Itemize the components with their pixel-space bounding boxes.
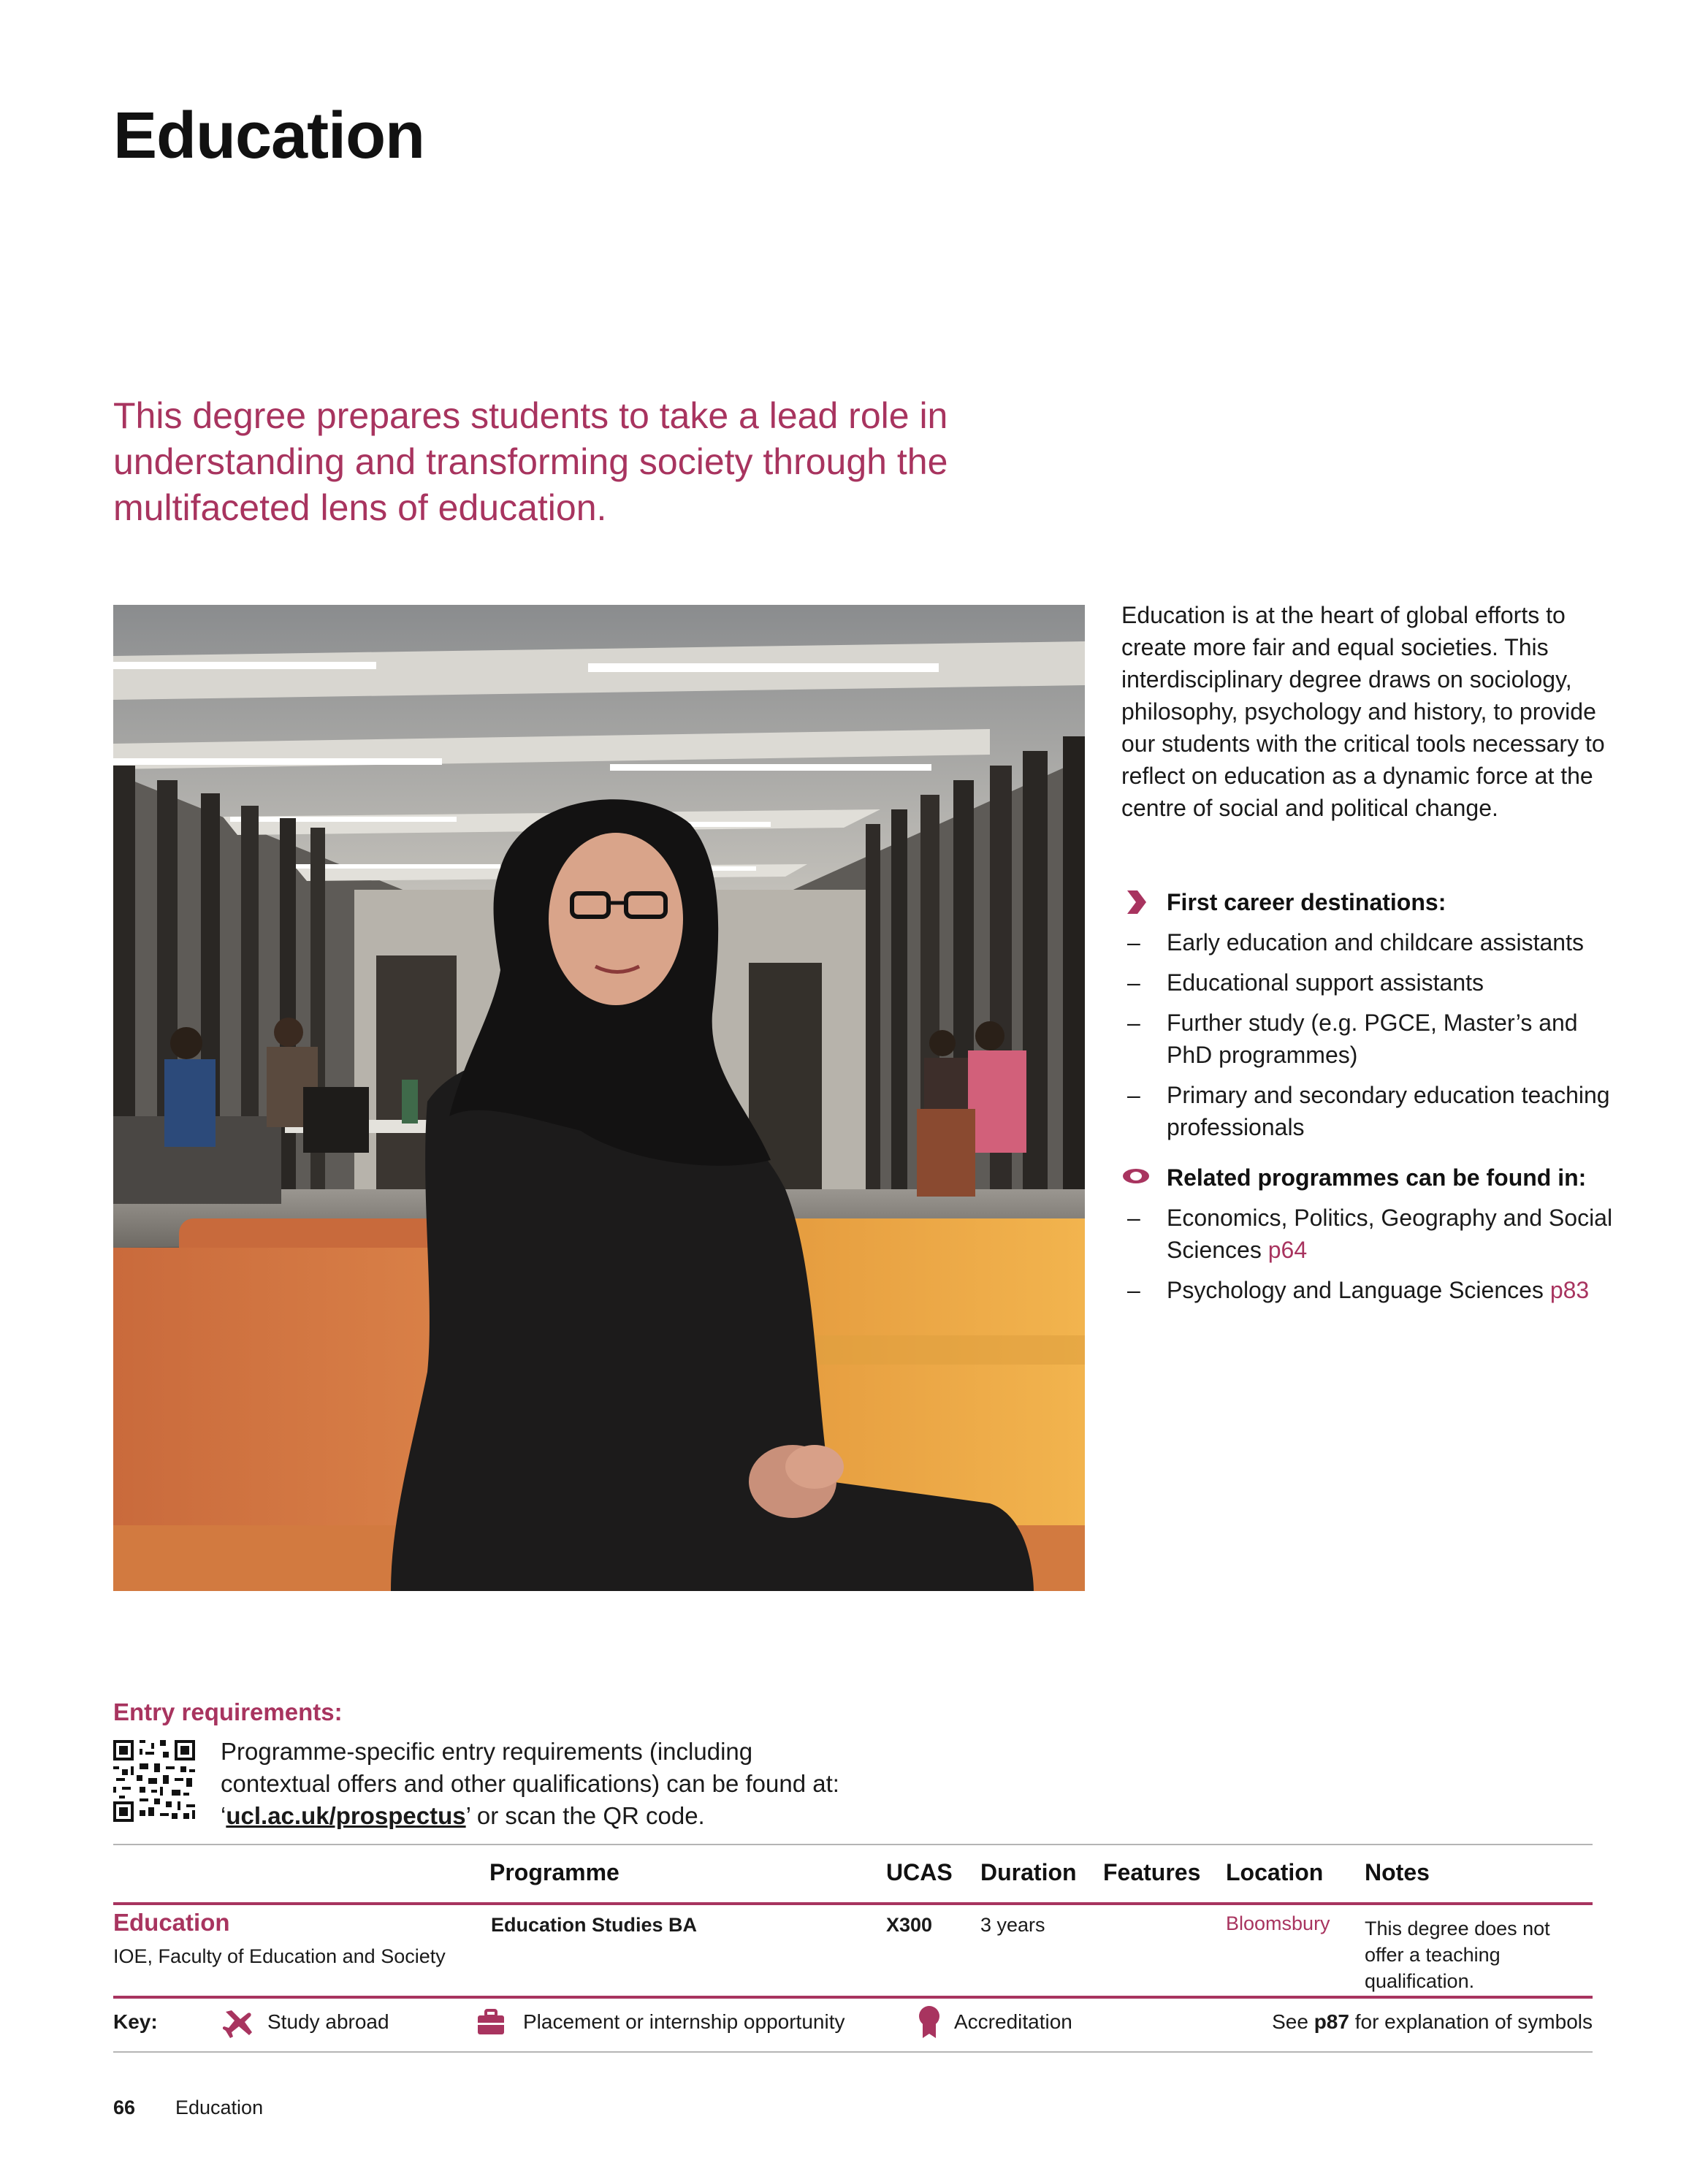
entry-text-after: ’ or scan the QR code.	[465, 1802, 705, 1829]
page-link[interactable]: p64	[1267, 1237, 1308, 1263]
careers-heading-label: First career destinations:	[1167, 889, 1446, 915]
key-label: Key:	[113, 2010, 158, 2033]
related-section	[1121, 1161, 1618, 1306]
col-header-notes: Notes	[1365, 1859, 1430, 1885]
key-accreditation: Accreditation	[954, 2010, 1072, 2033]
qr-code[interactable]	[113, 1740, 195, 1822]
row-subject: Education	[113, 1909, 230, 1936]
table-top-divider	[113, 1844, 1593, 1845]
list-item: – Early education and childcare assistants	[1127, 929, 1584, 955]
key-see-page-link[interactable]: p87	[1314, 2010, 1349, 2033]
row-ucas: X300	[886, 1914, 933, 1936]
key-see-symbols	[1272, 2010, 1593, 2034]
key-divider	[113, 2051, 1593, 2053]
row-duration: 3 years	[980, 1914, 1045, 1936]
careers-section	[1121, 886, 1618, 1143]
award-icon	[916, 2004, 942, 2040]
col-header-features: Features	[1103, 1859, 1201, 1885]
col-header-ucas: UCAS	[886, 1859, 953, 1885]
description-text: Education is at the heart of global efforts to create more fair and equal societies. This interdisciplinary degree draws on sociology, philosophy, psychology and history, to provide our students with the critical tools necessary to reflect on education as a dynamic force at the centre of social and political change.	[1121, 602, 1605, 821]
entry-heading: Entry requirements:	[113, 1698, 343, 1725]
list-item: – Economics, Politics, Geography and Social Sciences p64	[1127, 1205, 1613, 1263]
page-number: 66	[113, 2097, 136, 2118]
key-see-before: See	[1272, 2010, 1314, 2033]
list-item: – Further study (e.g. PGCE, Master’s and PhD programmes)	[1127, 1010, 1578, 1068]
col-header-location: Location	[1226, 1859, 1324, 1885]
related-item-label: Economics, Politics, Geography and Social Sciences	[1167, 1205, 1613, 1263]
key-placement: Placement or internship opportunity	[523, 2010, 845, 2033]
footer-section: Education	[175, 2097, 264, 2118]
col-header-duration: Duration	[980, 1859, 1077, 1885]
plane-icon	[223, 2007, 253, 2038]
table-header-divider	[113, 1902, 1593, 1905]
col-header-programme: Programme	[489, 1859, 619, 1885]
chevron-right-icon	[1121, 889, 1151, 915]
career-item-label: Further study (e.g. PGCE, Master’s and PhD programmes)	[1167, 1010, 1578, 1068]
page-title: Education	[113, 99, 425, 172]
career-item-label: Early education and childcare assistants	[1167, 929, 1584, 955]
row-programme: Education Studies BA	[491, 1914, 698, 1936]
briefcase-icon	[476, 2007, 506, 2037]
list-item: – Educational support assistants	[1127, 969, 1484, 996]
related-item-label: Psychology and Language Sciences	[1167, 1277, 1544, 1303]
intro-statement: This degree prepares students to take a lead role in understanding and transforming society through the multifaceted lens of education.	[113, 395, 948, 528]
eye-icon	[1121, 1164, 1151, 1191]
related-heading	[1121, 1161, 1618, 1194]
careers-heading	[1121, 886, 1618, 918]
entry-text	[221, 1736, 849, 1832]
prospectus-link[interactable]: ucl.ac.uk/prospectus	[226, 1802, 466, 1829]
entry-text-before: Programme-specific entry requirements (including contextual offers and other qualifications) can be found at: ‘	[221, 1738, 839, 1829]
career-item-label: Educational support assistants	[1167, 969, 1484, 996]
row-faculty: IOE, Faculty of Education and Society	[113, 1945, 446, 1967]
row-location: Bloomsbury	[1226, 1912, 1330, 1934]
key-see-after: for explanation of symbols	[1349, 2010, 1593, 2033]
career-item-label: Primary and secondary education teaching professionals	[1167, 1082, 1610, 1140]
list-item: – Psychology and Language Sciences p83	[1127, 1277, 1590, 1303]
row-notes: This degree does not offer a teaching qualification.	[1365, 1918, 1550, 1992]
student-photo	[113, 605, 1085, 1591]
related-heading-label: Related programmes can be found in:	[1167, 1164, 1587, 1191]
page-link[interactable]: p83	[1549, 1277, 1590, 1303]
table-bottom-divider	[113, 1996, 1593, 1999]
list-item: – Primary and secondary education teaching professionals	[1127, 1082, 1610, 1140]
key-study-abroad: Study abroad	[267, 2010, 389, 2033]
